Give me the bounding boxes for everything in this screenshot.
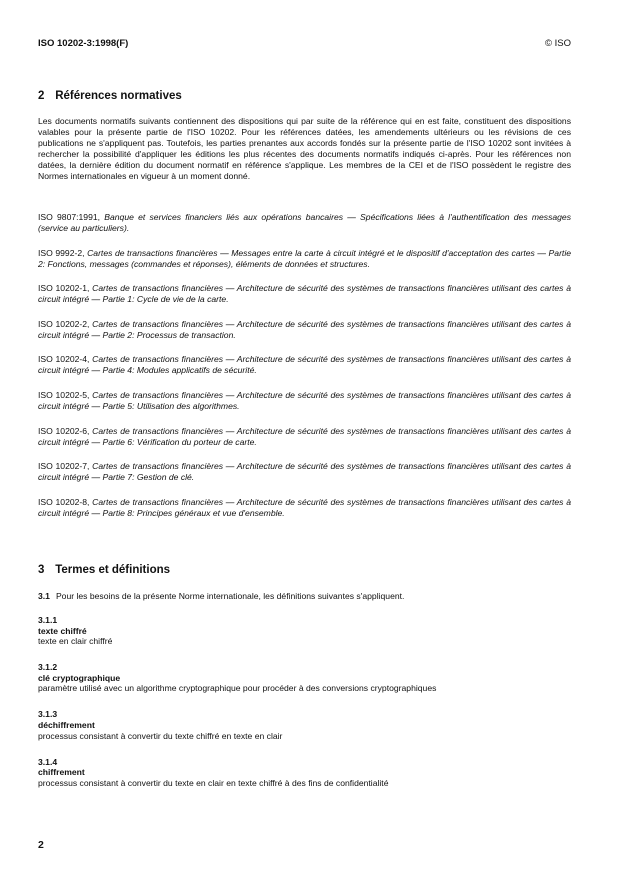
reference-code: ISO 10202-1, — [38, 283, 90, 294]
term-entry — [38, 615, 571, 647]
reference-item — [38, 319, 571, 341]
reference-item — [38, 212, 571, 234]
term-definition: processus consistant à convertir du texte chiffré en texte en clair — [38, 730, 283, 741]
term-entry — [38, 662, 571, 694]
reference-code: ISO 10202-5, — [38, 389, 90, 400]
section-3-heading — [38, 564, 170, 576]
reference-code: ISO 10202-2, — [38, 318, 90, 329]
reference-code: ISO 9992-2, — [38, 247, 85, 258]
term-entry — [38, 757, 571, 789]
term-definition: texte en clair chiffré — [38, 636, 113, 647]
clause-3-1 — [38, 591, 571, 602]
reference-title: Banque et services financiers liés aux opérations bancaires — Spécifications liées à l'authentification des messages (service au particuliers). — [38, 212, 572, 233]
reference-code: ISO 10202-8, — [38, 496, 90, 507]
document-id: ISO 10202-3:1998(F) — [38, 38, 129, 49]
reference-title: Cartes de transactions financières — Messages entre la carte à circuit intégré et le dispositif d'acceptation des cartes — Partie 2: Fonctions, messages (commandes et réponses), éléments de données et structures. — [38, 247, 572, 269]
reference-code: ISO 10202-4, — [38, 354, 90, 365]
term-name: texte chiffré — [38, 625, 87, 636]
term-name: clé cryptographique — [38, 672, 121, 683]
term-entry — [38, 709, 571, 741]
section-3-title: Termes et définitions — [55, 564, 171, 576]
reference-title: Cartes de transactions financières — Architecture de sécurité des systèmes de transactions financières utilisant des cartes à circuit intégré — Partie 5: Utilisation des algorithmes. — [38, 389, 571, 411]
reference-item — [38, 390, 571, 412]
section-2-heading — [38, 90, 182, 102]
reference-code: ISO 9807:1991, — [38, 212, 101, 222]
reference-item — [38, 248, 571, 270]
reference-code: ISO 10202-7, — [38, 461, 90, 472]
reference-item — [38, 461, 571, 483]
term-number: 3.1.4 — [38, 756, 58, 767]
page-number: 2 — [38, 839, 44, 851]
reference-title: Cartes de transactions financières — Architecture de sécurité des systèmes de transactions financières utilisant des cartes à circuit intégré — Partie 4: Modules applicatifs de sécurité. — [38, 354, 571, 376]
section-2-number: 2 — [38, 90, 45, 102]
reference-title: Cartes de transactions financières — Architecture de sécurité des systèmes de transactions financières utilisant des cartes à circuit intégré — Partie 6: Vérification du porteur de carte. — [38, 425, 571, 447]
reference-item — [38, 426, 571, 448]
reference-item — [38, 283, 571, 305]
reference-title: Cartes de transactions financières — Architecture de sécurité des systèmes de transactions financières utilisant des cartes à circuit intégré — Partie 7: Gestion de clé. — [38, 461, 571, 483]
clause-text: Pour les besoins de la présente Norme internationale, les définitions suivantes s'appliquent. — [55, 591, 405, 601]
terms-list — [38, 615, 571, 804]
reference-title: Cartes de transactions financières — Architecture de sécurité des systèmes de transactions financières utilisant des cartes à circuit intégré — Partie 8: Principes généraux et vue d'ensemble. — [38, 496, 571, 518]
copyright-mark: © ISO — [544, 38, 571, 49]
section-2-title: Références normatives — [55, 90, 182, 102]
term-number: 3.1.1 — [38, 615, 58, 625]
term-number: 3.1.3 — [38, 709, 58, 720]
reference-title: Cartes de transactions financières — Architecture de sécurité des systèmes de transactions financières utilisant des cartes à circuit intégré — Partie 1: Cycle de vie de la carte. — [38, 283, 571, 305]
clause-number: 3.1 — [38, 591, 50, 601]
section-2-intro: Les documents normatifs suivants contiennent des dispositions qui par suite de la référence qui en est faite, constituent des dispositions valables pour la présente partie de l'ISO 10202. Pour les références datées, les amendements ultérieurs ou les révisions de ces publications ne s'appliquent pas. Toutefois, les parties prenantes aux accords fondés sur la présente partie de l'ISO 10202 sont invitées à rechercher la possibilité d'appliquer les éditions les plus récentes des documents normatifs indiqués ci-après. Pour les références non datées, la dernière édition du document normatif en référence s'applique. Les membres de la CEI et de l'ISO possèdent le registre des Normes internationales en vigueur à un moment donné. — [38, 116, 571, 181]
term-definition: processus consistant à convertir du texte en clair en texte chiffré à des fins de confidentialité — [38, 777, 389, 788]
reference-item — [38, 354, 571, 376]
reference-item — [38, 497, 571, 519]
normative-references-list — [38, 212, 571, 532]
reference-code: ISO 10202-6, — [38, 425, 90, 436]
reference-title: Cartes de transactions financières — Architecture de sécurité des systèmes de transactions financières utilisant des cartes à circuit intégré — Partie 2: Processus de transaction. — [38, 318, 571, 340]
term-definition: paramètre utilisé avec un algorithme cryptographique pour procéder à des conversions cryptographiques — [38, 683, 437, 694]
term-name: chiffrement — [38, 767, 85, 778]
term-number: 3.1.2 — [38, 662, 58, 673]
section-3-number: 3 — [38, 564, 45, 576]
term-name: déchiffrement — [38, 719, 95, 730]
